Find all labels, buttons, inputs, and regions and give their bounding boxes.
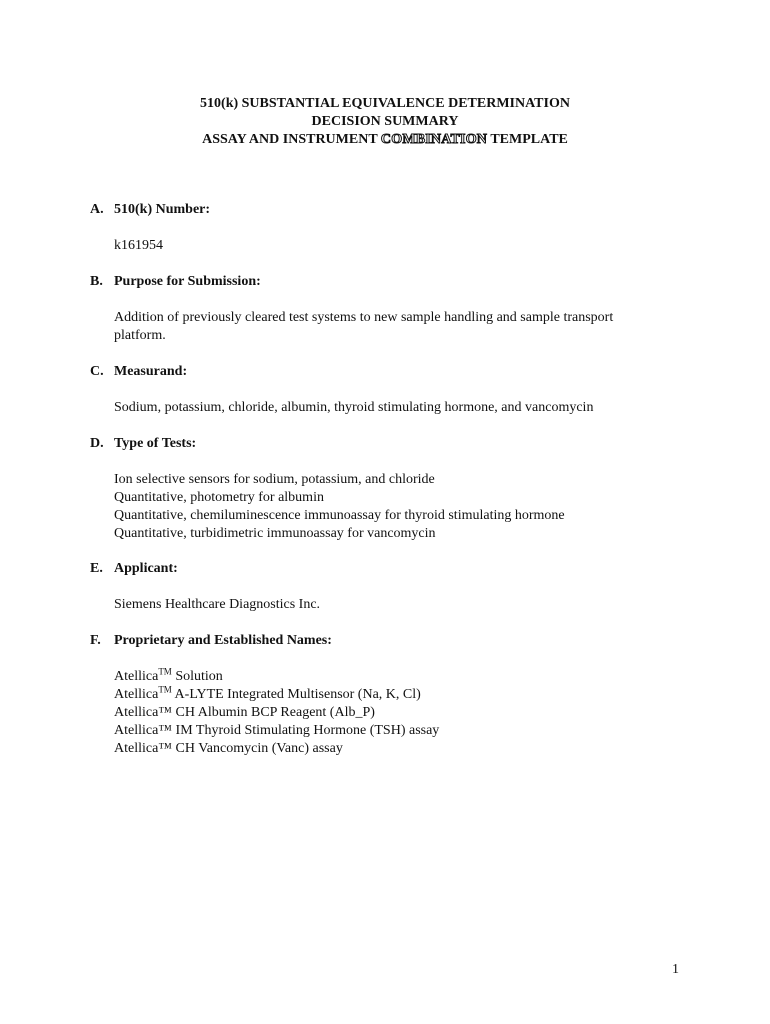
section-d-title: Type of Tests:	[114, 436, 197, 451]
trademark-mark: TM	[158, 666, 172, 677]
section-b-body	[114, 309, 690, 345]
section-b-title: Purpose for Submission:	[114, 274, 261, 289]
product-name: Atellica™ IM Thyroid Stimulating Hormone (TSH) assay	[114, 723, 440, 738]
section-f-letter: F.	[90, 633, 101, 648]
section-d-line: Quantitative, turbidimetric immunoassay for vancomycin	[114, 526, 436, 541]
section-d-heading	[90, 435, 690, 453]
section-e	[90, 560, 690, 614]
product-name-rest: A-LYTE Integrated Multisensor (Na, K, Cl)	[171, 687, 421, 702]
trademark-mark: TM	[158, 684, 172, 695]
product-name: Atellica™ CH Vancomycin (Vanc) assay	[114, 741, 343, 756]
section-d-body	[114, 471, 690, 543]
section-d-line: Ion selective sensors for sodium, potassium, and chloride	[114, 472, 435, 487]
product-name	[114, 686, 690, 704]
section-d-line: Quantitative, photometry for albumin	[114, 490, 324, 505]
section-c	[90, 363, 690, 417]
product-name: Atellica™ CH Albumin BCP Reagent (Alb_P)	[114, 705, 375, 720]
section-b-line: Addition of previously cleared test systems to new sample handling and sample transport	[114, 310, 614, 325]
section-e-line: Siemens Healthcare Diagnostics Inc.	[114, 597, 321, 612]
header-title: 510(k) SUBSTANTIAL EQUIVALENCE DETERMINATION	[200, 96, 570, 111]
product-name-base: Atellica	[114, 687, 159, 702]
section-e-title: Applicant:	[114, 561, 178, 576]
product-name	[114, 668, 690, 686]
header-subtitle: DECISION SUMMARY	[311, 114, 459, 129]
section-b-letter: B.	[90, 274, 103, 289]
section-a-letter: A.	[90, 202, 104, 217]
section-a-body	[114, 237, 690, 255]
section-a-title: 510(k) Number:	[114, 202, 211, 217]
section-c-heading	[90, 363, 690, 381]
product-name-rest: Solution	[171, 669, 223, 684]
section-f-heading	[90, 632, 690, 650]
section-f-title: Proprietary and Established Names:	[114, 633, 332, 648]
section-a-heading	[90, 201, 690, 219]
section-d-line: Quantitative, chemiluminescence immunoassay for thyroid stimulating hormone	[114, 508, 565, 523]
section-d	[90, 435, 690, 543]
section-c-letter: C.	[90, 364, 104, 379]
section-b-heading	[90, 273, 690, 291]
section-c-line: Sodium, potassium, chloride, albumin, thyroid stimulating hormone, and vancomycin	[114, 400, 594, 415]
section-f	[90, 632, 690, 758]
section-c-title: Measurand:	[114, 364, 188, 379]
section-e-heading	[90, 560, 690, 578]
product-name-base: Atellica	[114, 669, 159, 684]
header-template-prefix: ASSAY AND INSTRUMENT	[202, 132, 381, 147]
document-header	[0, 95, 770, 149]
section-b-line: platform.	[114, 328, 166, 343]
section-b	[90, 273, 690, 345]
header-combination-word: COMBINATION	[380, 132, 488, 147]
page-number: 1	[672, 962, 679, 977]
section-e-letter: E.	[90, 561, 103, 576]
section-a	[90, 201, 690, 255]
section-f-body	[114, 668, 690, 758]
section-a-line: k161954	[114, 238, 163, 253]
section-d-letter: D.	[90, 436, 104, 451]
header-template-line	[0, 131, 770, 149]
section-c-body	[114, 399, 690, 417]
header-template-suffix: TEMPLATE	[487, 132, 568, 147]
section-e-body	[114, 596, 690, 614]
